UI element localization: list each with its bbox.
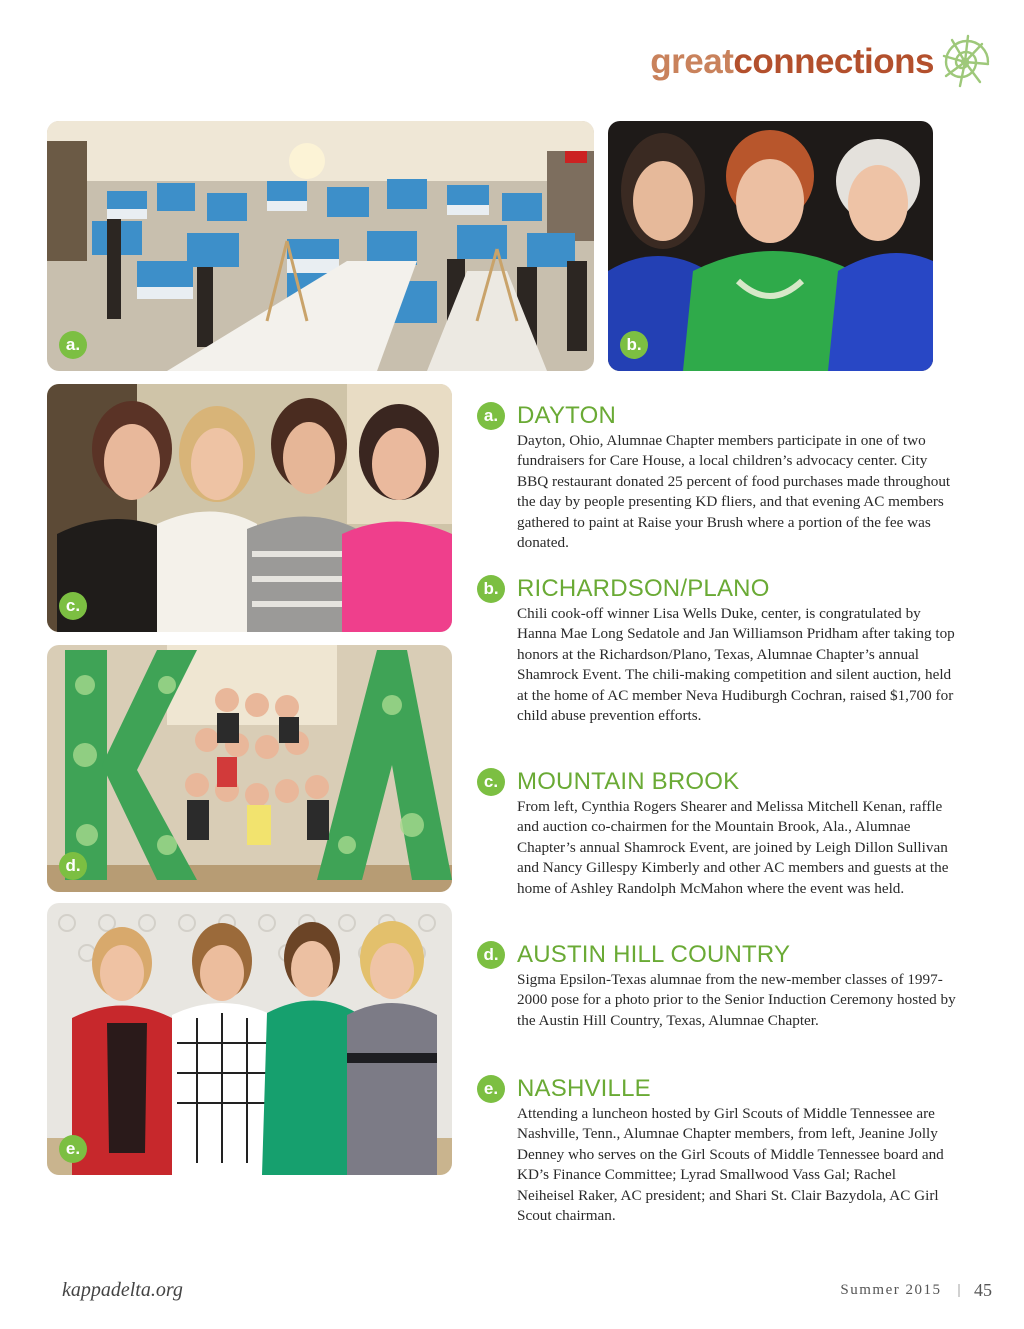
photo-label: b. (620, 331, 648, 359)
caption-letter-badge: a. (477, 402, 505, 430)
photo-label: d. (59, 852, 87, 880)
caption-title: RICHARDSON/PLANO (517, 575, 770, 602)
magazine-section-header (650, 30, 992, 92)
caption-body: Sigma Epsilon-Texas alumnae from the new-member classes of 1997-2000 pose for a photo prior to the Senior Induction Ceremony hosted by the Austin Hill Country, Texas, Alumnae Chapter. (517, 971, 956, 1029)
caption-letter-badge: c. (477, 768, 505, 796)
footer-issue-info (840, 1280, 992, 1301)
photo-b-image (608, 121, 933, 371)
caption-heading (477, 767, 957, 797)
photo-label: e. (59, 1135, 87, 1163)
caption-heading (477, 574, 957, 604)
footer-issue: Summer 2015 (840, 1282, 942, 1298)
caption-austin-hill-country (477, 940, 957, 1031)
photo-e-image (47, 903, 452, 1175)
footer-separator: | (957, 1282, 962, 1298)
caption-body: From left, Cynthia Rogers Shearer and Melissa Mitchell Kenan, raffle and auction co-chairmen for the Mountain Brook, Ala., Alumnae Chapter’s annual Shamrock Event, are joined by Leigh Dillon Sullivan and Nancy Gillespy Kimberly and other AC members and guests at the home of Ashley Randolph McMahon where the event was held. (517, 798, 949, 897)
caption-body: Chili cook-off winner Lisa Wells Duke, center, is congratulated by Hanna Mae Long Sedatole and Jan Williamson Pridham after taking top honors at the Richardson/Plano, Texas, Alumnae Chapter’s annual Shamrock Event. The chili-making competition and silent auction, held at the home of AC member Neva Hudiburgh Cochran, raised $1,700 for child abuse prevention efforts. (517, 605, 955, 725)
caption-letter-badge: e. (477, 1075, 505, 1103)
nautilus-shell-icon (938, 30, 992, 92)
photo-c-image (47, 384, 452, 632)
caption-title: NASHVILLE (517, 1075, 651, 1102)
caption-heading (477, 940, 957, 970)
photo-mountain-brook-women (47, 384, 452, 632)
photo-austin-hill-country-group (47, 645, 452, 892)
photo-d-image (47, 645, 452, 892)
photo-richardson-plano-women (608, 121, 933, 371)
caption-heading (477, 401, 957, 431)
caption-mountain-brook (477, 767, 957, 899)
photo-nashville-women (47, 903, 452, 1175)
caption-body: Dayton, Ohio, Alumnae Chapter members participate in one of two fundraisers for Care House, a local children’s advocacy center. City BBQ restaurant donated 25 percent of food purchases made throughout the day by people presenting KD fliers, and that evening AC members gathered to paint at Raise your Brush where a portion of the fee was donated. (517, 432, 951, 552)
caption-heading (477, 1074, 957, 1104)
caption-body: Attending a luncheon hosted by Girl Scouts of Middle Tennessee are Nashville, Tenn., Alumnae Chapter members, from left, Jeanine Jolly Denney who serves on the Girl Scouts of Middle Tennessee board and KD’s Finance Committee; Lyrad Smallwood Vass Gal; Rachel Neiheisel Raker, AC president; and Shari St. Clair Bazydola, AC Girl Scout chairman. (517, 1105, 944, 1225)
caption-title: MOUNTAIN BROOK (517, 768, 740, 795)
caption-letter-badge: d. (477, 941, 505, 969)
photo-dayton-painting-event (47, 121, 594, 371)
caption-title: AUSTIN HILL COUNTRY (517, 941, 791, 968)
section-title: greatconnections (650, 41, 934, 81)
photo-label: a. (59, 331, 87, 359)
footer-website: kappadelta.org (62, 1279, 183, 1301)
caption-title: DAYTON (517, 402, 616, 429)
caption-letter-badge: b. (477, 575, 505, 603)
photo-label: c. (59, 592, 87, 620)
caption-dayton (477, 401, 957, 553)
page-number: 45 (974, 1280, 992, 1300)
caption-richardson-plano (477, 574, 957, 726)
caption-nashville (477, 1074, 957, 1226)
photo-a-image (47, 121, 594, 371)
